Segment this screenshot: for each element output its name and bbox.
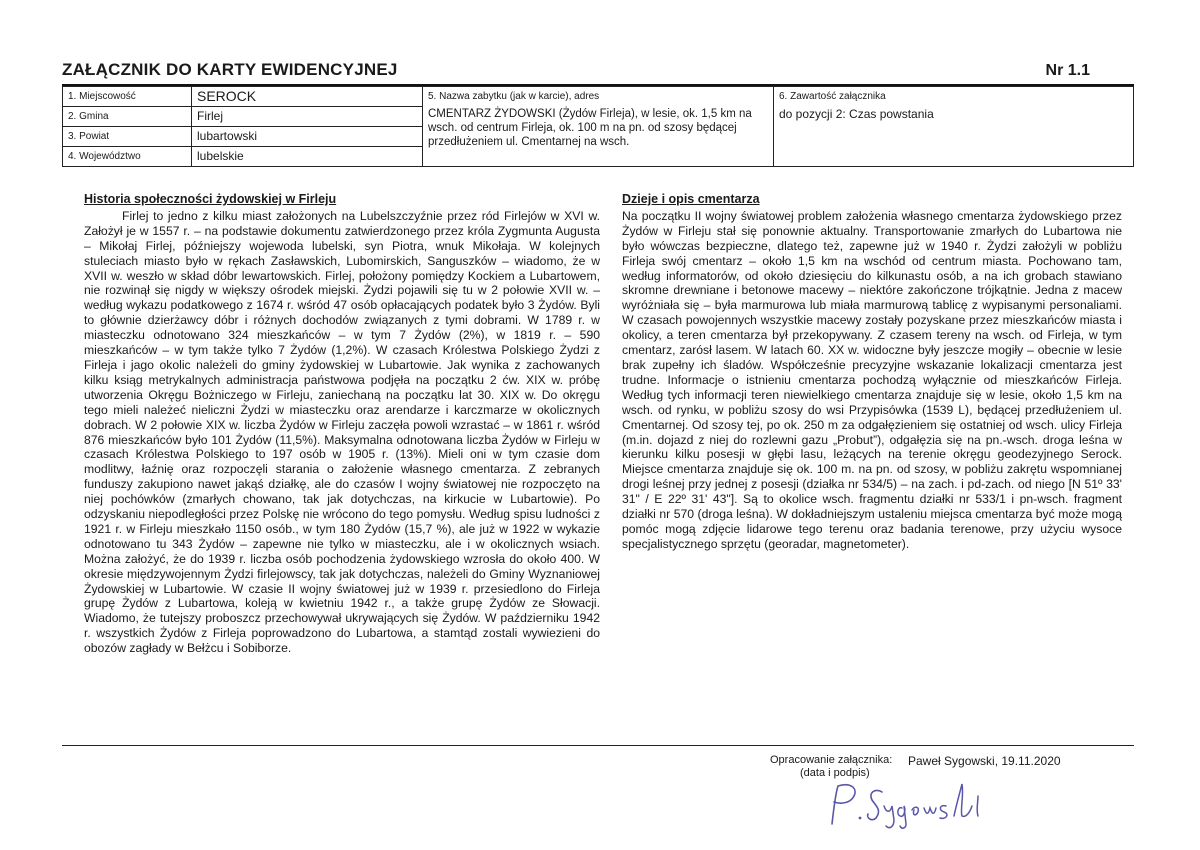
monument-value: CMENTARZ ŻYDOWSKI (Żydów Firleja), w lesie, ok. 1,5 km na wsch. od centrum Firleja, ok. 100 m na pn. od szosy będącej przedłużeniem ul. Cmentarnej na wsch. xyxy=(428,108,752,148)
record-metadata-table xyxy=(62,86,1134,167)
monument-cell xyxy=(423,87,774,167)
author-name: Paweł Sygowski, 19.11.2020 xyxy=(908,754,1061,768)
cemetery-section xyxy=(622,192,1122,552)
voivodeship-label: 4. Województwo xyxy=(63,147,192,167)
history-heading: Historia społeczności żydowskiej w Firleju xyxy=(84,192,337,206)
page-title: ZAŁĄCZNIK DO KARTY EWIDENCYJNEJ xyxy=(62,60,398,79)
monument-label: 5. Nazwa zabytku (jak w karcie), adres xyxy=(428,91,600,102)
contents-value: do pozycji 2: Czas powstania xyxy=(779,107,934,121)
cemetery-body: Na początku II wojny światowej problem założenia własnego cmentarza żydowskiego przez Żydów w Firleju stał się ponownie aktualny. Transportowanie zmarłych do Lubartowa nie było wówczas bezpieczne, dlatego też, zapewne już w 1940 r. Żydzi założyli w pobliżu Firleja swój cmentarz – około 1,5 km na wschód od centrum miasta. Pochowano tam, według informatorów, od około dziesięciu do kilkunastu osób, a na ich grobach stawiano skromne drewniane i betonowe macewy – niektóre zakończone trójkątnie. Jedna z macew wyróżniała się – była marmurowa lub miała marmurową tablicę z wypisanymi personaliami. W czasach powojennych wszystkie macewy zostały pozyskane przez mieszkańców miasta i okolicy, a teren cmentarza był przekopywany. Z czasem tereny na wsch. od Firleja, w tym cmentarz, zarósł lasem. W latach 60. XX w. widoczne były jeszcze mogiły – obecnie w lesie brak zupełny ich śladów. Współcześnie precyzyjne wskazanie lokalizacji cmentarza jest trudne. Informacje o istnieniu cmentarza pochodzą wyłącznie od mieszkańców Firleja. Według tych informacji teren niewielkiego cmentarza znajduje się w lesie, około 1,5 km na wsch. od rynku, w pobliżu szosy do wsi Przypisówka (1539 L), będącej przedłużeniem ul. Cmentarnej. Od szosy tej, po ok. 250 m za odgałęzieniem się ostatniej od wsch. ulicy Firleja (m.in. dojazd z niej do rozlewni gazu „Probut”), odgałęzia się na pn.-wsch. droga leśna w kierunku kilku posesji w głębi lasu, leżących na terenie okręgu geodezyjnego Serock. Miejsce cmentarza znajduje się ok. 100 m. na pn. od szosy, w pobliżu zakrętu wspomnianej drogi leśnej przy jednej z posesji (działka nr 534/5) – na zach. i pd-zach. od niego [N 51º 33' 31" / E 22º 31' 43"]. Są to okolice wsch. fragmentu działki nr 533/1 i pn-wsch. fragment działki nr 570 (droga leśna). W dokładniejszym ustaleniu miejsca cmentarza być może mogą pomóc mogą zdjęcie lidarowe tego terenu oraz badania terenowe, przy użyciu wysoce specjalistycznego sprzętu (georadar, magnetometer). xyxy=(622,208,1122,551)
history-body: Firlej to jedno z kilku miast założonych na Lubelszczyźnie przez ród Firlejów w XVI w. Założył je w 1557 r. – na podstawie dokumentu zatwierdzonego przez króla Zygmunta Augusta – Mikołaj Firlej, późniejszy wojewoda lubelski, syn Piotra, wnuk Mikołaja. W kolejnych stuleciach miasto było w rękach Zasławskich, Lubomirskich, Sanguszków – wiadomo, że w XVII w. weszło w skład dóbr lewartowskich. Firlej, położony pomiędzy Kockiem a Lubartowem, nie rozwinął się nigdy w większy ośrodek miejski. Żydzi pojawili się tu w 2 połowie XVII w. – według wykazu podatkowego z 1674 r. wśród 47 osób opłacających podatek było 3 Żydów. Byli to głównie dzierżawcy dóbr i różnych dochodów związanych z tymi dobrami. W 1789 r. w miasteczku odnotowano 324 mieszkańców – w tym 7 Żydów (2%), w 1819 r. – 590 mieszkańców – w tym także tylko 7 Żydów (1,2%). W czasach Królestwa Polskiego Żydzi z Firleja i jago okolic należeli do gminy żydowskiej w Lubartowie. Jak wynika z zachowanych kilku ksiąg metrykalnych administracja państwowa podjęła na początku 2 ćw. XIX w. próbę utworzenia Okręgu Bożniczego w Firleju, zaniechaną na początku lat 30. XIX w. Do okręgu tego mieli należeć nieliczni Żydzi w miasteczku oraz arendarze i karczmarze w okolicznych dobrach. W 2 połowie XIX w. liczba Żydów w Firleju zaczęła powoli wzrastać – w 1861 r. wśród 876 mieszkańców było 101 Żydów (11,5%). Maksymalna odnotowana liczba Żydów w Firleju w czasach Królestwa Polskiego to 197 osób w 1905 r. (13%). Mieli oni w tym czasie dom modlitwy, łaźnię oraz rozpoczęli starania o założenie własnego cmentarza. Z zebranych funduszy zakupiono nawet jakąś działkę, ale do czasów I wojny światowej nie rozpoczęto na niej pochówków (zmarłych chowano, tak jak dotychczas, na kirkucie w Lubartowie). Po odzyskaniu niepodległości przez Polskę nie wrócono do tego pomysłu. Według spisu ludności z 1921 r. w Firleju mieszkało 1150 osób., w tym 180 Żydów (15,7 %), ale już w 1922 w wykazie odnotowano tu 343 Żydów – zapewne nie tylko w miasteczku, ale i w okolicznych wsiach. Można założyć, że do 1939 r. liczba osób pochodzenia żydowskiego wzrosła do około 400. W okresie międzywojennym Żydzi firlejowscy, tak jak dotychczas, należeli do Gminy Wyznaniowej Żydowskiej w Lubartowie. W czasie II wojny światowej już w 1939 r. przesiedlono do Firleja grupę Żydów z Lubartowa, koleją w kwietniu 1942 r., a także grupę Żydów ze Słowacji. Wiadomo, że tutejszy proboszcz przechowywał ukrywających się Żydów. W październiku 1942 r. wszystkich Żydów z Firleja poprowadzono do Lubartowa, a stamtąd zostali wywiezieni do obozów zagłady w Bełżcu i Sobiborze. xyxy=(84,208,600,656)
county-value: lubartowski xyxy=(192,127,423,147)
footer-divider xyxy=(62,745,1134,746)
page-number: Nr 1.1 xyxy=(1045,62,1090,79)
commune-label: 2. Gmina xyxy=(63,107,192,127)
history-section xyxy=(84,192,600,656)
locality-value: SEROCK xyxy=(192,87,423,107)
date-sign-label: (data i podpis) xyxy=(800,767,870,779)
commune-value: Firlej xyxy=(192,107,423,127)
contents-label: 6. Zawartość załącznika xyxy=(779,91,886,102)
handwritten-signature xyxy=(820,776,990,834)
contents-cell xyxy=(774,87,1134,167)
prepared-by-label: Opracowanie załącznika: xyxy=(770,754,893,766)
locality-label: 1. Miejscowość xyxy=(63,87,192,107)
cemetery-heading: Dzieje i opis cmentarza xyxy=(622,192,760,206)
voivodeship-value: lubelskie xyxy=(192,147,423,167)
county-label: 3. Powiat xyxy=(63,127,192,147)
